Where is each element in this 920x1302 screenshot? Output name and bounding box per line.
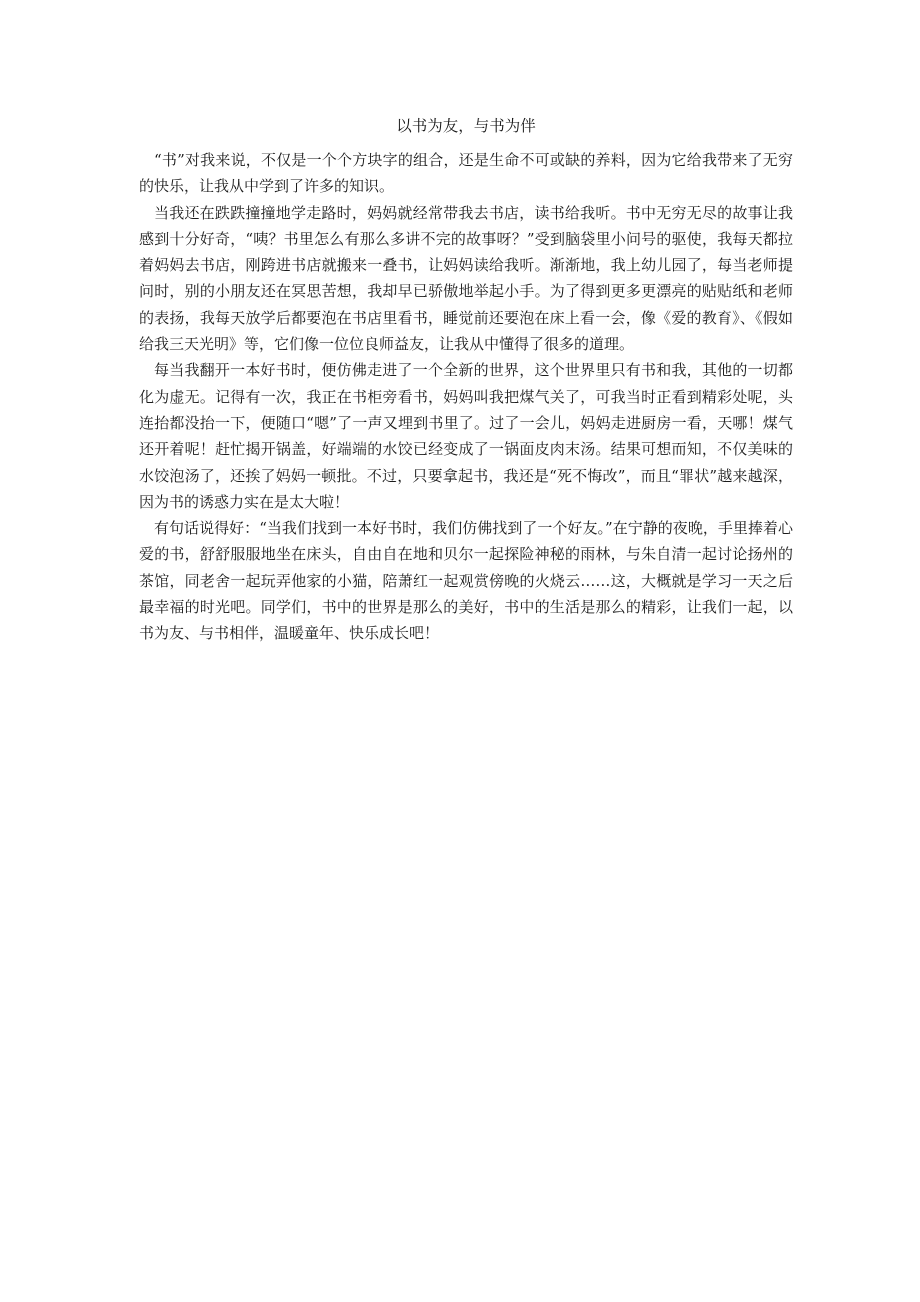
document-body: [139, 113, 793, 647]
document-title: 以书为友，与书为伴: [396, 117, 536, 135]
paragraph-1: “书”对我来说，不仅是一个个方块字的组合，还是生命不可或缺的养料，因为它给我带来了无穷的快乐，让我从中学到了许多的知识。: [139, 151, 793, 196]
paragraph-4: 有句话说得好：“当我们找到一本好书时，我们仿佛找到了一个好友。”在宁静的夜晚，手里捧着心爱的书，舒舒服服地坐在床头，自由自在地和贝尔一起探险神秘的雨林，与朱自清一起讨论扬州的茶馆，同老舍一起玩弄他家的小猫，陪萧红一起观赏傍晚的火烧云……这，大概就是学习一天之后最幸福的时光吧。同学们，书中的世界是那么的美好，书中的生活是那么的精彩，让我们一起，以书为友、与书相伴，温暖童年、快乐成长吧！: [139, 519, 793, 643]
paragraph-2: 当我还在跌跌撞撞地学走路时，妈妈就经常带我去书店，读书给我听。书中无穷无尽的故事让我感到十分好奇，“咦？书里怎么有那么多讲不完的故事呀？”受到脑袋里小问号的驱使，我每天都拉着妈妈去书店，刚跨进书店就搬来一叠书，让妈妈读给我听。渐渐地，我上幼儿园了，每当老师提问时，别的小朋友还在冥思苦想，我却早已骄傲地举起小手。为了得到更多更漂亮的贴贴纸和老师的表扬，我每天放学后都要泡在书店里看书，睡觉前还要泡在床上看一会，像《爱的教育》、《假如给我三天光明》等，它们像一位位良师益友，让我从中懂得了很多的道理。: [139, 203, 793, 354]
paragraph-3: 每当我翻开一本好书时，便仿佛走进了一个全新的世界，这个世界里只有书和我，其他的一切都化为虚无。记得有一次，我正在书柜旁看书，妈妈叫我把煤气关了，可我当时正看到精彩处呢，头连抬都没抬一下，便随口“嗯”了一声又埋到书里了。过了一会儿，妈妈走进厨房一看，天哪！煤气还开着呢！赶忙揭开锅盖，好端端的水饺已经变成了一锅面皮肉末汤。结果可想而知，不仅美味的水饺泡汤了，还挨了妈妈一顿批。不过，只要拿起书，我还是“死不悔改”，而且“罪状”越来越深，因为书的诱惑力实在是太大啦！: [139, 361, 793, 511]
